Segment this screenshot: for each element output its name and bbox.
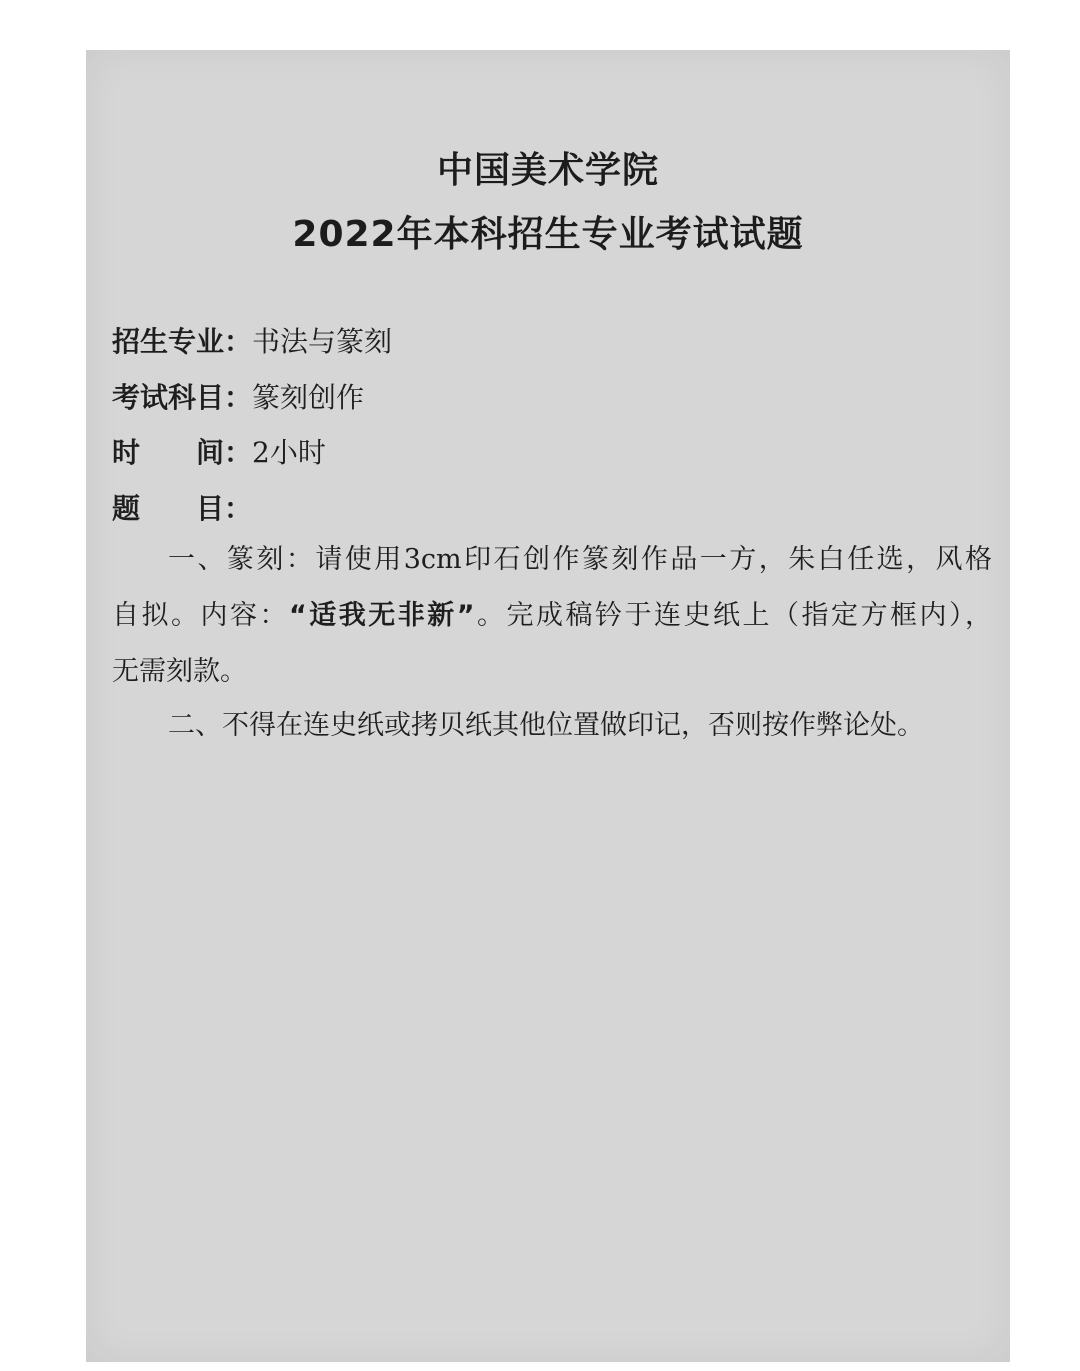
subject-field xyxy=(112,378,364,418)
exam-paper xyxy=(86,50,1010,1362)
time-label: 时 间： xyxy=(112,436,253,469)
question-2 xyxy=(112,698,992,754)
institution-title: 中国美术学院 xyxy=(436,150,659,191)
time-field xyxy=(112,433,326,473)
question-1-line-1: 一、篆刻：请使用3cm印石创作篆刻作品一方，朱白任选，风格 xyxy=(168,544,992,575)
question-1-content-quote: “适我无非新” xyxy=(289,600,475,631)
subject-value: 篆刻创作 xyxy=(252,381,365,414)
subject-label: 考试科目： xyxy=(112,381,253,414)
questions-field xyxy=(112,489,252,529)
major-value: 书法与篆刻 xyxy=(252,325,393,358)
question-1-line-3: 无需刻款。 xyxy=(112,656,247,687)
question-1-line-2-prefix: 自拟。内容： xyxy=(112,600,289,631)
time-value: 2小时 xyxy=(252,436,326,469)
questions-label: 题 目： xyxy=(112,492,253,525)
question-2-line-1: 二、不得在连史纸或拷贝纸其他位置做印记，否则按作弊论处。 xyxy=(168,710,924,741)
major-field xyxy=(112,322,392,362)
exam-title: 2022年本科招生专业考试试题 xyxy=(292,214,804,255)
question-1-line-2 xyxy=(112,588,992,644)
question-1 xyxy=(112,532,992,700)
major-label: 招生专业： xyxy=(112,325,253,358)
question-1-line-2-suffix: 。完成稿钤于连史纸上（指定方框内）， xyxy=(474,600,992,631)
